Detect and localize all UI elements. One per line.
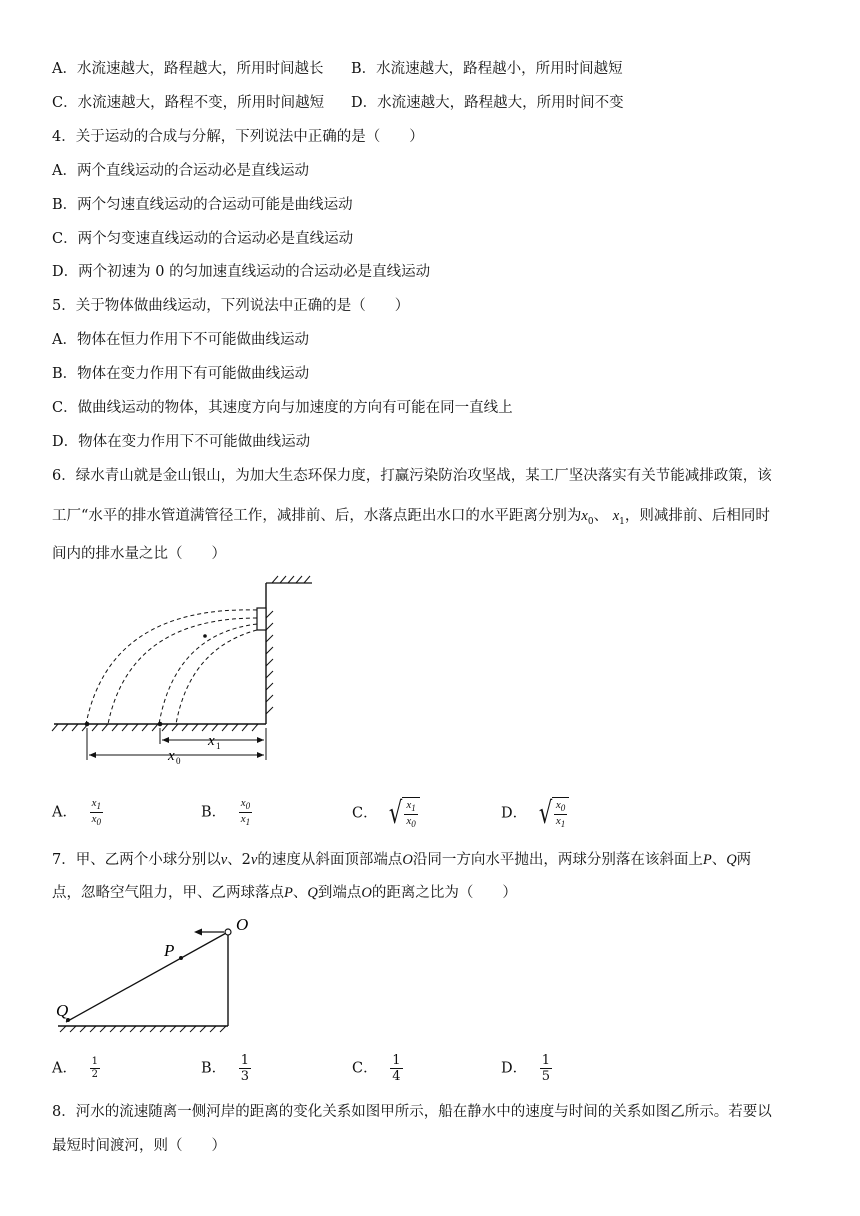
q4-option-d: D．两个初速为 0 的匀加速直线运动的合运动必是直线运动 [52, 264, 431, 280]
q8-line-1: 8．河水的流速随离一侧河岸的距离的变化关系如图甲所示，船在静水中的速度与时间的关系如图乙所示。若要以 [52, 1104, 772, 1120]
q5-stem: 5．关于物体做曲线运动，下列说法中正确的是（ ） [52, 298, 410, 314]
fig-label-x0: x [168, 748, 175, 764]
fig-label-x0-sub: 0 [176, 756, 181, 766]
q3-option-a: A．水流速越大，路程越大，所用时间越长 [52, 61, 324, 77]
q4-option-a: A．两个直线运动的合运动必是直线运动 [52, 163, 309, 179]
q7-line-1: 7．甲、乙两个小球分别以v、2v的速度从斜面顶部端点O沿同一方向水平抛出，两球分别落在该斜面上P、Q两 [52, 852, 752, 868]
q7-line-2: 点，忽略空气阻力，甲、乙两球落点P、Q到端点O的距离之比为（ ） [52, 885, 517, 901]
label-o: O [236, 915, 249, 934]
label-p: P [164, 941, 175, 960]
q7-option-c: C． $\frac{1}{4}$ [352, 1053, 401, 1084]
q6-line-1: 6．绿水青山就是金山银山，为加大生态环保力度，打赢污染防治攻坚战，某工厂坚决落实有关节能减排政策，该 [52, 468, 772, 484]
q6-option-c: C． √ $\frac{x_1}{x_0}$ [352, 797, 420, 830]
q5-option-a: A．物体在恒力作用下不可能做曲线运动 [52, 332, 309, 348]
q7-figure-incline [52, 912, 262, 1032]
q5-option-d: D．物体在变力作用下不可能做曲线运动 [52, 434, 311, 450]
q8-line-2: 最短时间渡河，则（ ） [52, 1138, 226, 1154]
q7-option-b: B． $\frac{1}{3}$ [201, 1053, 250, 1084]
q7-option-d: D． $\frac{1}{5}$ [501, 1053, 551, 1084]
q4-option-b: B．两个匀速直线运动的合运动可能是曲线运动 [52, 197, 353, 213]
q6-option-d: D． √ $\frac{x_0}{x_1}$ [501, 797, 569, 830]
q5-option-c: C．做曲线运动的物体，其速度方向与加速度的方向有可能在同一直线上 [52, 400, 513, 416]
q4-option-c: C．两个匀变速直线运动的合运动必是直线运动 [52, 231, 354, 247]
q4-stem: 4．关于运动的合成与分解，下列说法中正确的是（ ） [52, 129, 424, 145]
q5-option-b: B．物体在变力作用下有可能做曲线运动 [52, 366, 310, 382]
q6-line-2: 工厂“水平的排水管道满管径工作，减排前、后，水落点距出水口的水平距离分别为$x_0$、 $x_1$，则减排前、后相同时 [52, 508, 770, 527]
q6-line-3: 间内的排水量之比（ ） [52, 546, 226, 562]
q3-option-c: C．水流速越大，路程不变，所用时间越短 [52, 95, 325, 111]
label-q: Q [56, 1001, 69, 1020]
q6-option-b: B． $\frac{x_0}{x_1}$ [201, 797, 251, 828]
q7-option-a: A． $\frac{1}{2}$ [52, 1056, 98, 1080]
fig-label-x1: x [208, 733, 215, 749]
q6-option-a: A． $\frac{x_1}{x_0}$ [52, 797, 101, 828]
q6-figure-drainage [50, 578, 320, 768]
q3-option-b: B．水流速越大，路程越小，所用时间越短 [351, 61, 623, 77]
q3-option-d: D．水流速越大，路程越大，所用时间不变 [351, 95, 624, 111]
fig-label-x1-sub: 1 [216, 741, 221, 751]
